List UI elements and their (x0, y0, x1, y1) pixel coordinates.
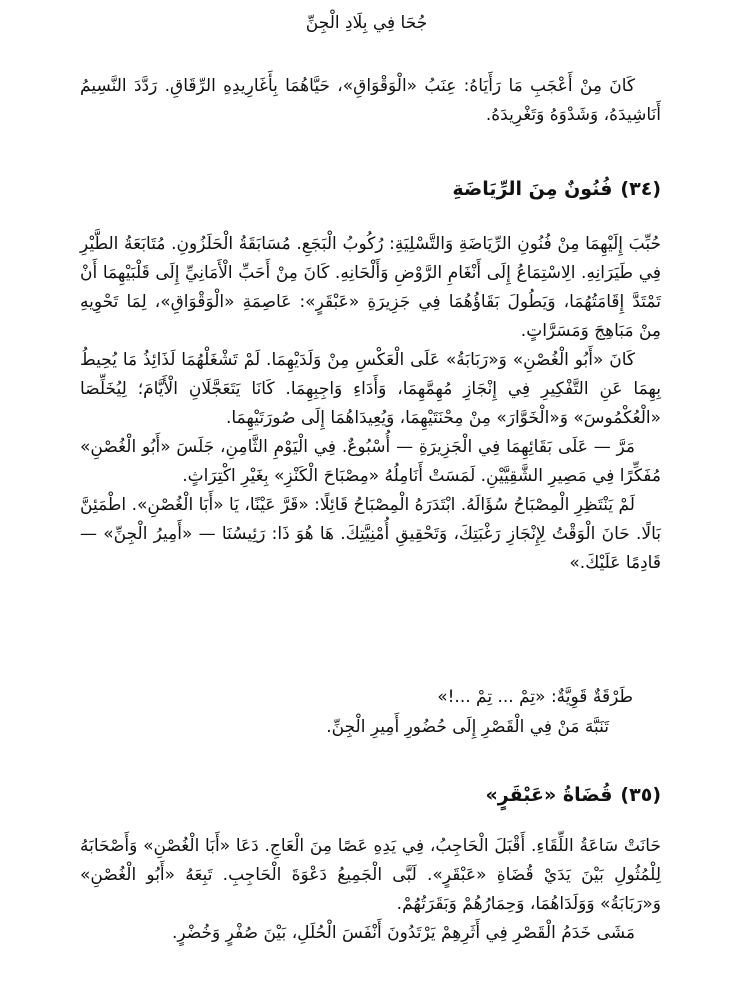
section-35-body (80, 832, 661, 948)
section-35-number: (٣٥) (620, 784, 661, 806)
section-35-paragraph-2: مَشَى خَدَمُ الْقَصْرِ فِي أَثَرِهِمْ يَرْتَدُونَ أَنْفَسَ الْحُلَلِ، بَيْنَ صُفْرٍ وَخُضْرٍ. (172, 923, 635, 943)
section-34-paragraph-2: كَانَ «أَبُو الْغُصْنِ» وَ«رَبَابَةُ» عَلَى الْعَكْسِ مِنْ وَلَدَيْهِمَا. لَمْ تَشْغَلْهُمَا لَذَائِذُ مَا يُحِيطُ بِهِمَا عَنِ التَّفْكِيرِ فِي إِنْجَازِ مُهِمَّهِمَا، وَأَدَاءِ وَاجِبِهِمَا. كَانَا يَتَعَجَّلَانِ الْأَيَّامَ؛ لِيُخَلِّصَا «الْعُكْمُوسَ» وَ«الْخَوَّارَ» مِنْ مِحْنَتَيْهِمَا، وَيُعِيدَاهُمَا إِلَى صُورَتَيْهِمَا. (80, 350, 661, 428)
section-34-heading (452, 174, 661, 204)
intro-block (80, 72, 661, 130)
dialogue-block (80, 682, 633, 742)
section-34-body (80, 230, 661, 578)
dialogue-line-1: طَرْقَةٌ قَوِيَّةٌ: «تِمْ ... تِمْ ...!» (437, 687, 633, 707)
section-34-title: فُنُونٌ مِنَ الرِّيَاضَةِ (452, 178, 613, 200)
section-34-paragraph-4: لَمْ يَنْتَظِرِ الْمِصْبَاحُ سُؤَالَهُ. ابْتَدَرَهُ الْمِصْبَاحُ قَائِلًا: «قَرَّ عَيْنًا، يَا «أَبَا الْغُصْنِ». اطْمَئِنَّ بَالًا. حَانَ الْوَقْتُ لِإِنْجَازِ رَغْبَتِكَ، وَتَحْقِيقِ أُمْنِيَّتِكَ. هَا هُوَ ذَا: رَئِيسُنَا — «أَمِيرُ الْجِنِّ» — قَادِمًا عَلَيْكَ.» (80, 495, 661, 573)
section-35-paragraph-1: حَانَتْ سَاعَةُ اللِّقَاءِ. أَقْبَلَ الْحَاجِبُ، فِي يَدِهِ عَصًا مِنَ الْعَاجِ. دَعَا «أَبَا الْغُصْنِ» وَأَصْحَابَهُ لِلْمُثُولِ بَيْنَ يَدَيْ قُضَاةِ «عَبْقَرٍ». لَبَّى الْجَمِيعُ دَعْوَةَ الْحَاجِبِ. تَبِعَهُ «أَبُو الْغُصْنِ» وَ«رَبَابَةُ» وَوَلَدَاهُمَا، وَحِمَارُهُمْ وَبَقَرَتُهُمْ. (80, 836, 661, 914)
intro-paragraph: كَانَ مِنْ أَعْجَبِ مَا رَأَيَاهُ: عِنَبُ «الْوَقْوَاقِ»، حَيَّاهُمَا بِأَغَارِيدِهِ الرِّقَاقِ. رَدَّدَ النَّسِيمُ أَنَاشِيدَهُ، وَشَدْوَهُ وَتَغْرِيدَهُ. (80, 76, 661, 125)
section-34-number: (٣٤) (620, 178, 661, 200)
section-35-heading (486, 780, 661, 810)
running-header: جُحَا فِي بِلَادِ الْجِنِّ (305, 13, 428, 33)
section-34-paragraph-1: حُبِّبَ إِلَيْهِمَا مِنْ فُنُونِ الرِّيَاضَةِ وَالتَّسْلِيَةِ: رُكُوبُ الْبَجَعِ. مُسَابَقَةُ الْحَلَزُونِ. مُتَابَعَةُ الطَّيْرِ فِي طَيَرَانِهِ. الِاسْتِمَاعُ إِلَى أَنْغَامِ الرَّوْضِ وَأَلْحَانِهِ. كَانَ مِنْ أَحَبِّ الْأَمَانِيِّ إِلَى قَلْبَيْهِمَا أَنْ تَمْتَدَّ إِقَامَتُهُمَا، وَيَطُولَ بَقَاؤُهُمَا فِي جَزِيرَةِ «عَبْقَرٍ»: عَاصِمَةِ «الْوَقْوَاقِ»، لِمَا تَحْوِيهِ مِنْ مَبَاهِجَ وَمَسَرَّاتٍ. (80, 234, 661, 341)
section-34-paragraph-3: مَرَّ — عَلَى بَقَائِهِمَا فِي الْجَزِيرَةِ — أُسْبُوعٌ. فِي الْيَوْمِ الثَّامِنِ، جَلَسَ «أَبُو الْغُصْنِ» مُفَكِّرًا فِي مَصِيرِ الشَّقِيَّيْنِ. لَمَسَتْ أَنَامِلُهُ «مِصْبَاحَ الْكَنْزِ» بِغَيْرِ اكْتِرَاثٍ. (80, 437, 661, 486)
section-35-title: قُضَاةُ «عَبْقَرٍ» (485, 784, 613, 806)
dialogue-line-2: تَنَبَّهَ مَنْ فِي الْقَصْرِ إِلَى حُضُورِ أَمِيرِ الْجِنِّ. (326, 717, 609, 737)
